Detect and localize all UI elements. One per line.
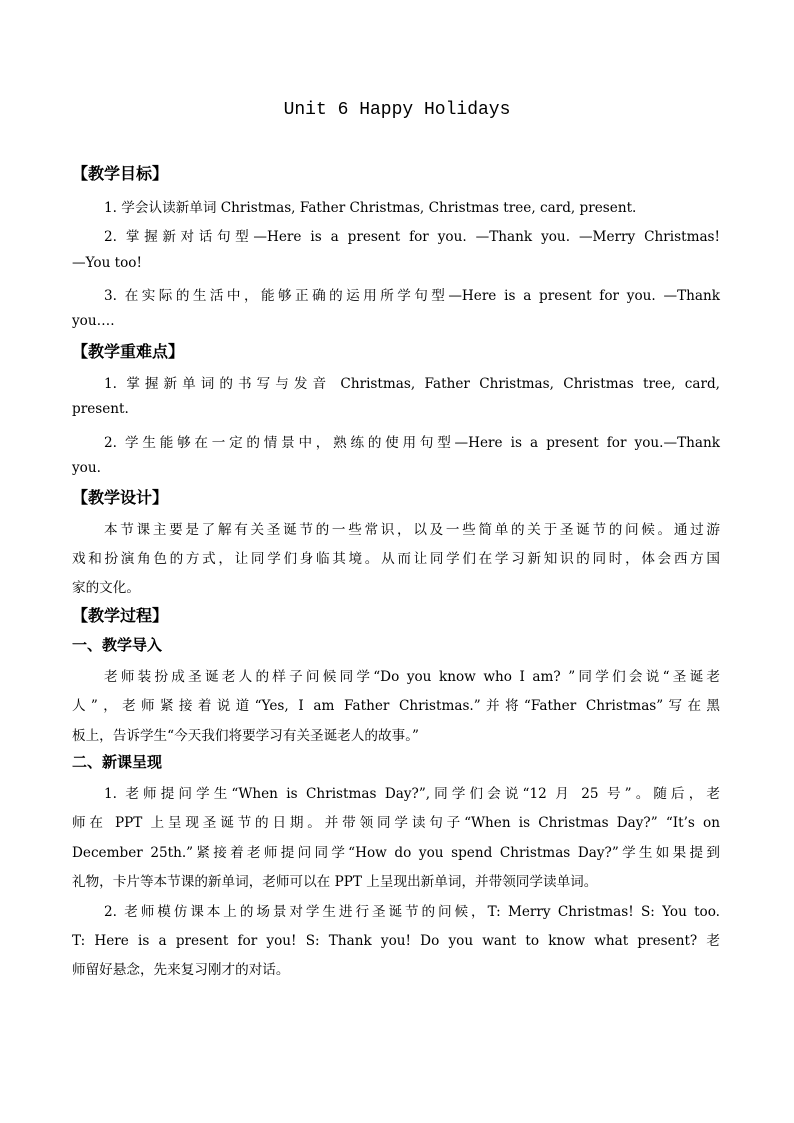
objective-1: 1. 学会认读新单词 Christmas, Father Christmas, Christmas tree, card, present.: [104, 200, 637, 216]
keypoint-1: 1. 掌握新单词的书写与发音 Christmas, Father Christmas, Christmas tree, card,: [104, 376, 720, 392]
intro-line-1: 老师装扮成圣诞老人的样子问候同学“Do you know who I am? ”同学们会说“圣诞老: [104, 669, 720, 685]
keypoint-1-cont: present.: [72, 401, 129, 417]
new-lesson-line-1: 1. 老师提问学生“When is Christmas Day?”,同学们会说“12 月 25 号”。随后，老: [104, 786, 720, 802]
section-heading-process: 【教学过程】: [72, 606, 169, 625]
objective-3-cont: you….: [72, 313, 115, 329]
section-heading-design: 【教学设计】: [72, 488, 169, 507]
objective-2: 2. 掌握新对话句型—Here is a present for you. —Thank you. —Merry Christmas!: [104, 229, 720, 245]
new-lesson-line-5: 2. 老师模仿课本上的场景对学生进行圣诞节的问候，T: Merry Christmas! S: You too.: [104, 904, 720, 920]
keypoint-2-cont: you.: [72, 460, 101, 476]
section-heading-objectives: 【教学目标】: [72, 164, 169, 183]
keypoint-2: 2. 学生能够在一定的情景中，熟练的使用句型—Here is a present for you.—Thank: [104, 435, 720, 451]
design-line-2: 戏和扮演角色的方式，让同学们身临其境。从而让同学们在学习新知识的同时，体会西方国: [72, 551, 720, 567]
objective-2-cont: —You too!: [72, 255, 142, 271]
new-lesson-line-6: T: Here is a present for you! S: Thank you! Do you want to know what present? 老: [72, 933, 720, 949]
objective-3: 3. 在实际的生活中，能够正确的运用所学句型—Here is a present for you. —Thank: [104, 288, 720, 304]
subheading-new-lesson: 二、新课呈现: [72, 753, 163, 771]
new-lesson-line-7: 师留好悬念，先来复习刚才的对话。: [72, 962, 290, 978]
page-title: Unit 6 Happy Holidays: [283, 100, 511, 120]
design-line-3: 家的文化。: [72, 580, 140, 596]
design-line-1: 本节课主要是了解有关圣诞节的一些常识，以及一些简单的关于圣诞节的问候。通过游: [104, 522, 720, 538]
new-lesson-line-3: December 25th.”紧接着老师提问同学“How do you spend Christmas Day?”学生如果提到: [72, 845, 720, 861]
section-heading-keypoints: 【教学重难点】: [72, 342, 185, 361]
intro-line-3: 板上，告诉学生“今天我们将要学习有关圣诞老人的故事。”: [72, 728, 419, 744]
subheading-intro: 一、教学导入: [72, 636, 163, 654]
intro-line-2: 人”，老师紧接着说道“Yes, I am Father Christmas.”并将“Father Christmas”写在黑: [72, 698, 720, 714]
new-lesson-line-2: 师在 PPT 上呈现圣诞节的日期。并带领同学读句子“When is Christmas Day?” “It’s on: [72, 815, 720, 831]
new-lesson-line-4: 礼物，卡片等本节课的新单词，老师可以在 PPT 上呈现出新单词，并带领同学读单词。: [72, 874, 598, 890]
